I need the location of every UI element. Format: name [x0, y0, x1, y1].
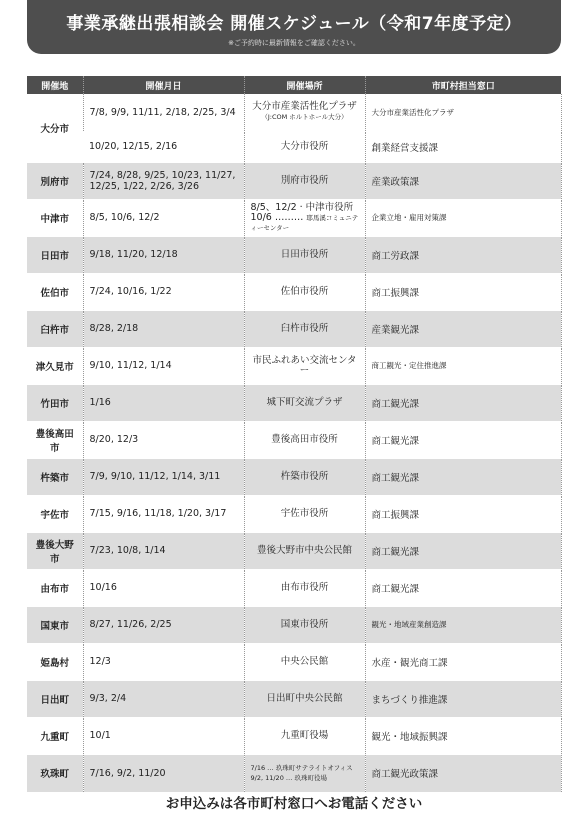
dept-cell: まちづくり推進課 — [365, 680, 561, 717]
table-row — [27, 532, 561, 569]
municipality-cell: 国東市 — [27, 606, 83, 643]
dates-cell: 7/24, 8/28, 9/25, 10/23, 11/27, 12/25, 1/22, 2/26, 3/26 — [83, 162, 244, 199]
venue-line-1: 7/16 … 玖珠町サテライトオフィス — [250, 764, 353, 772]
venue-cell: 佐伯市役所 — [244, 273, 365, 310]
municipality-cell: 別府市 — [27, 162, 83, 199]
dept-cell: 産業政策課 — [365, 162, 561, 199]
table-row — [27, 495, 561, 532]
municipality-cell: 日出町 — [27, 680, 83, 717]
venue-cell: 九重町役場 — [244, 717, 365, 754]
page-title: 事業承継出張相談会 開催スケジュール（令和7年度予定） — [66, 14, 522, 34]
venue-line-2-date: 10/6 ……… — [250, 211, 307, 223]
column-header-contact: 市町村担当窓口 — [365, 76, 561, 94]
column-header-dates: 開催月日 — [83, 76, 244, 94]
table-row — [27, 162, 561, 199]
municipality-cell: 九重町 — [27, 717, 83, 754]
venue-cell: 臼杵市役所 — [244, 310, 365, 347]
venue-cell: 別府市役所 — [244, 162, 365, 199]
municipality-cell: 豊後高田市 — [27, 421, 83, 458]
column-header-municipality: 開催地 — [27, 76, 83, 94]
municipality-cell: 津久見市 — [27, 347, 83, 384]
table-row — [27, 421, 561, 458]
municipality-cell: 佐伯市 — [27, 273, 83, 310]
dept-cell: 商工労政課 — [365, 236, 561, 273]
venue-cell: 由布市役所 — [244, 569, 365, 606]
venue-cell: 大分市役所 — [244, 131, 365, 162]
municipality-cell: 臼杵市 — [27, 310, 83, 347]
dates-cell: 12/3 — [83, 643, 244, 680]
venue-subname: （J:COM ホルトホール大分） — [261, 113, 348, 122]
dept-cell: 商工観光課 — [365, 532, 561, 569]
dates-cell: 1/16 — [83, 384, 244, 421]
venue-cell: 中央公民館 — [244, 643, 365, 680]
venue-cell: 城下町交流プラザ — [244, 384, 365, 421]
table-row — [27, 643, 561, 680]
dates-cell: 9/18, 11/20, 12/18 — [83, 236, 244, 273]
dates-cell: 7/16, 9/2, 11/20 — [83, 754, 244, 792]
table-row — [27, 680, 561, 717]
municipality-cell: 大分市 — [27, 94, 83, 162]
dept-cell: 商工観光課 — [365, 458, 561, 495]
dept-cell: 商工観光課 — [365, 569, 561, 606]
schedule-table — [27, 76, 561, 793]
footer-call-to-action: お申込みは各市町村窓口へお電話ください — [165, 796, 423, 812]
dates-cell: 10/16 — [83, 569, 244, 606]
dates-cell: 10/20, 12/15, 2/16 — [83, 131, 244, 162]
table-row — [27, 273, 561, 310]
dept-cell: 商工観光・定住推進課 — [365, 347, 561, 384]
table-row — [27, 606, 561, 643]
venue-cell: 豊後高田市役所 — [244, 421, 365, 458]
venue-cell: 日出町中央公民館 — [244, 680, 365, 717]
table-row — [27, 384, 561, 421]
reservation-note: ※ご予約時に最新情報をご確認ください。 — [228, 39, 360, 47]
dates-cell: 8/5, 10/6, 12/2 — [83, 199, 244, 236]
dept-cell: 商工観光課 — [365, 421, 561, 458]
table-row — [27, 94, 561, 131]
dates-cell: 8/28, 2/18 — [83, 310, 244, 347]
dept-cell: 商工振興課 — [365, 495, 561, 532]
dept-cell: 水産・観光商工課 — [365, 643, 561, 680]
municipality-cell: 中津市 — [27, 199, 83, 236]
table-row — [27, 754, 561, 792]
dates-cell: 9/10, 11/12, 1/14 — [83, 347, 244, 384]
venue-cell — [244, 754, 365, 792]
municipality-cell: 玖珠町 — [27, 754, 83, 792]
venue-cell: 杵築市役所 — [244, 458, 365, 495]
municipality-cell: 宇佐市 — [27, 495, 83, 532]
dates-cell: 7/8, 9/9, 11/11, 2/18, 2/25, 3/4 — [83, 94, 244, 131]
municipality-cell: 竹田市 — [27, 384, 83, 421]
dates-cell: 7/24, 10/16, 1/22 — [83, 273, 244, 310]
dept-cell: 観光・地域振興課 — [365, 717, 561, 754]
dept-cell: 商工振興課 — [365, 273, 561, 310]
dates-cell: 7/9, 9/10, 11/12, 1/14, 3/11 — [83, 458, 244, 495]
venue-line-2: 9/2, 11/20 … 玖珠町役場 — [250, 774, 327, 782]
table-row — [27, 458, 561, 495]
venue-cell: 宇佐市役所 — [244, 495, 365, 532]
dates-cell: 9/3, 2/4 — [83, 680, 244, 717]
page-header — [27, 0, 561, 54]
table-row — [27, 131, 561, 162]
dates-cell: 8/27, 11/26, 2/25 — [83, 606, 244, 643]
municipality-cell: 姫島村 — [27, 643, 83, 680]
dates-cell: 7/15, 9/16, 11/18, 1/20, 3/17 — [83, 495, 244, 532]
dates-cell: 7/23, 10/8, 1/14 — [83, 532, 244, 569]
municipality-cell: 豊後大野市 — [27, 532, 83, 569]
venue-cell: 国東市役所 — [244, 606, 365, 643]
column-header-venue: 開催場所 — [244, 76, 365, 94]
table-header-row — [27, 76, 561, 94]
table-row — [27, 236, 561, 273]
dept-cell: 観光・地域産業創造課 — [365, 606, 561, 643]
table-row — [27, 199, 561, 236]
venue-line-1: 8/5、12/2 · 中津市役所 — [250, 201, 354, 213]
dept-cell: 創業経営支援課 — [365, 131, 561, 162]
table-row — [27, 569, 561, 606]
venue-cell: 豊後大野市中央公民館 — [244, 532, 365, 569]
table-row — [27, 310, 561, 347]
dates-cell: 8/20, 12/3 — [83, 421, 244, 458]
municipality-cell: 日田市 — [27, 236, 83, 273]
table-row — [27, 717, 561, 754]
dept-cell: 大分市産業活性化プラザ — [365, 94, 561, 131]
venue-cell: 日田市役所 — [244, 236, 365, 273]
venue-cell — [244, 94, 365, 131]
dept-cell: 企業立地・雇用対策課 — [365, 199, 561, 236]
dept-cell: 産業観光課 — [365, 310, 561, 347]
table-row — [27, 347, 561, 384]
venue-name: 大分市産業活性化プラザ — [252, 101, 357, 113]
dept-cell: 商工観光政策課 — [365, 754, 561, 792]
municipality-cell: 由布市 — [27, 569, 83, 606]
dept-cell: 商工観光課 — [365, 384, 561, 421]
dates-cell: 10/1 — [83, 717, 244, 754]
venue-line-2-place: 耶馬溪コミュニティーセンター — [250, 213, 359, 232]
venue-cell — [244, 199, 365, 236]
municipality-cell: 杵築市 — [27, 458, 83, 495]
venue-cell: 市民ふれあい交流センター — [244, 347, 365, 384]
